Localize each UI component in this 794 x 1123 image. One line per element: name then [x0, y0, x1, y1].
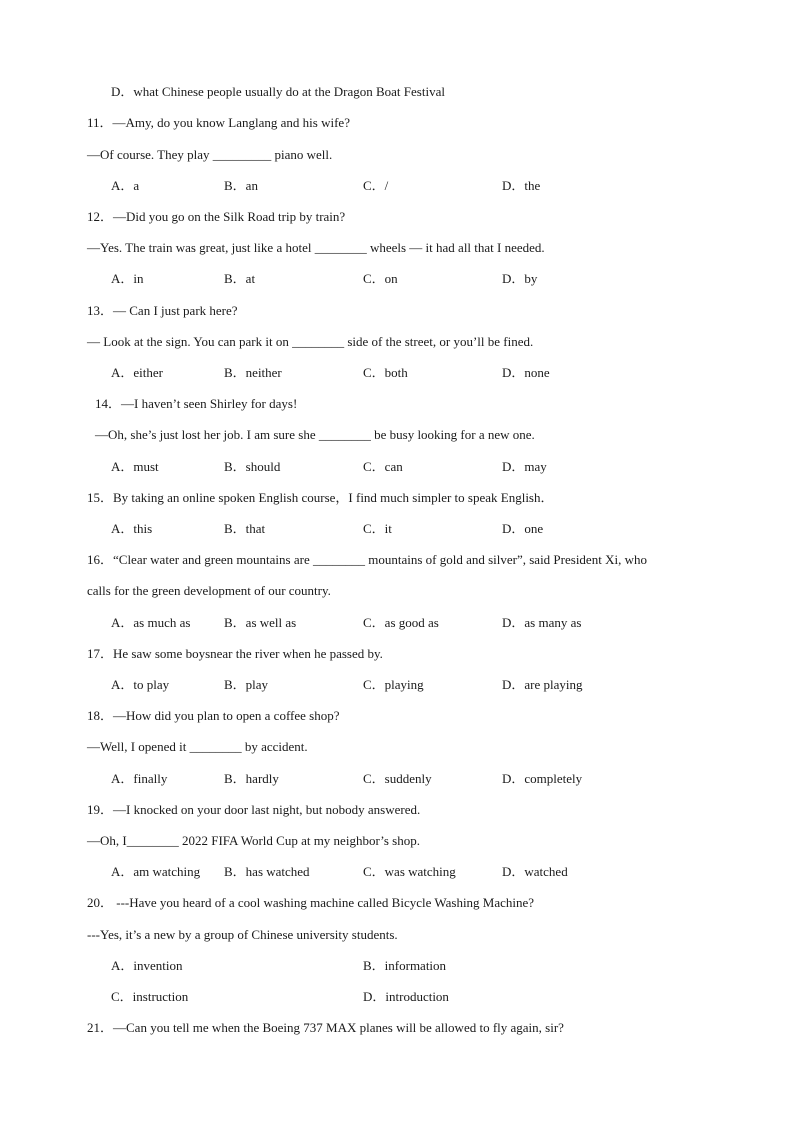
q19-stem: 19．—I knocked on your door last night, but nobody answered. [87, 802, 421, 817]
q17-option-b[interactable]: B．play [224, 677, 269, 692]
q15-option-c[interactable]: C．it [363, 521, 392, 536]
q18-option-b[interactable]: B．hardly [224, 771, 279, 786]
q14-option-b[interactable]: B．should [224, 459, 281, 474]
q11-response: —Of course. They play _________ piano well. [87, 147, 333, 162]
q13-stem: 13．— Can I just park here? [87, 303, 238, 318]
q13-option-c[interactable]: C．both [363, 365, 408, 380]
q14-option-a[interactable]: A．must [111, 459, 159, 474]
q11-stem: 11．—Amy, do you know Langlang and his wife? [87, 115, 350, 130]
q17-option-a[interactable]: A．to play [111, 677, 170, 692]
q20-option-d[interactable]: D．introduction [363, 989, 449, 1004]
q11-option-c[interactable]: C．/ [363, 178, 389, 193]
q16-option-d[interactable]: D．as many as [502, 615, 582, 630]
q16-stem-cont: calls for the green development of our country. [87, 583, 331, 598]
q13-option-a[interactable]: A．either [111, 365, 163, 380]
q17-option-d[interactable]: D．are playing [502, 677, 583, 692]
q19-option-d[interactable]: D．watched [502, 864, 568, 879]
q20-stem: 20． ---Have you heard of a cool washing machine called Bicycle Washing Machine? [87, 895, 535, 910]
q12-option-a[interactable]: A．in [111, 271, 144, 286]
q18-option-c[interactable]: C．suddenly [363, 771, 432, 786]
q15-option-a[interactable]: A．this [111, 521, 153, 536]
q13-response: — Look at the sign. You can park it on ________ side of the street, or you’ll be fined. [87, 334, 534, 349]
q12-stem: 12．—Did you go on the Silk Road trip by train? [87, 209, 346, 224]
q18-stem: 18．—How did you plan to open a coffee shop? [87, 708, 340, 723]
q15-option-d[interactable]: D．one [502, 521, 544, 536]
q19-option-a[interactable]: A．am watching [111, 864, 201, 879]
q11-option-d[interactable]: D．the [502, 178, 541, 193]
q16-stem: 16．“Clear water and green mountains are ________ mountains of gold and silver”, said President Xi, who [87, 552, 647, 567]
q15-stem: 15．By taking an online spoken English course，I find much simpler to speak English． [87, 490, 554, 505]
q20-option-c[interactable]: C．instruction [111, 989, 189, 1004]
q12-option-b[interactable]: B．at [224, 271, 256, 286]
q13-option-b[interactable]: B．neither [224, 365, 282, 380]
q11-option-a[interactable]: A．a [111, 178, 140, 193]
q19-response: —Oh, I________ 2022 FIFA World Cup at my neighbor’s shop. [87, 833, 420, 848]
q19-option-b[interactable]: B．has watched [224, 864, 310, 879]
q12-option-c[interactable]: C．on [363, 271, 398, 286]
q18-option-d[interactable]: D．completely [502, 771, 583, 786]
q20-option-a[interactable]: A．invention [111, 958, 183, 973]
q11-option-b[interactable]: B．an [224, 178, 258, 193]
q16-option-c[interactable]: C．as good as [363, 615, 439, 630]
q17-stem: 17．He saw some boysnear the river when he passed by. [87, 646, 383, 661]
q17-option-c[interactable]: C．playing [363, 677, 424, 692]
q16-option-b[interactable]: B．as well as [224, 615, 297, 630]
q14-option-c[interactable]: C．can [363, 459, 403, 474]
q19-option-c[interactable]: C．was watching [363, 864, 456, 879]
q12-response: —Yes. The train was great, just like a hotel ________ wheels — it had all that I needed. [87, 240, 545, 255]
q18-response: —Well, I opened it ________ by accident. [87, 739, 308, 754]
q21-stem: 21．—Can you tell me when the Boeing 737 MAX planes will be allowed to fly again, sir? [87, 1020, 564, 1035]
q14-response: —Oh, she’s just lost her job. I am sure she ________ be busy looking for a new one. [95, 427, 535, 442]
q20-response: ---Yes, it’s a new by a group of Chinese university students. [87, 927, 398, 942]
q16-option-a[interactable]: A．as much as [111, 615, 191, 630]
q15-option-b[interactable]: B．that [224, 521, 266, 536]
q18-option-a[interactable]: A．finally [111, 771, 168, 786]
q14-stem: 14．—I haven’t seen Shirley for days! [95, 396, 298, 411]
q13-option-d[interactable]: D．none [502, 365, 550, 380]
q12-option-d[interactable]: D．by [502, 271, 538, 286]
q20-option-b[interactable]: B．information [363, 958, 447, 973]
q10-option-d: D．what Chinese people usually do at the Dragon Boat Festival [111, 84, 445, 99]
q14-option-d[interactable]: D．may [502, 459, 547, 474]
